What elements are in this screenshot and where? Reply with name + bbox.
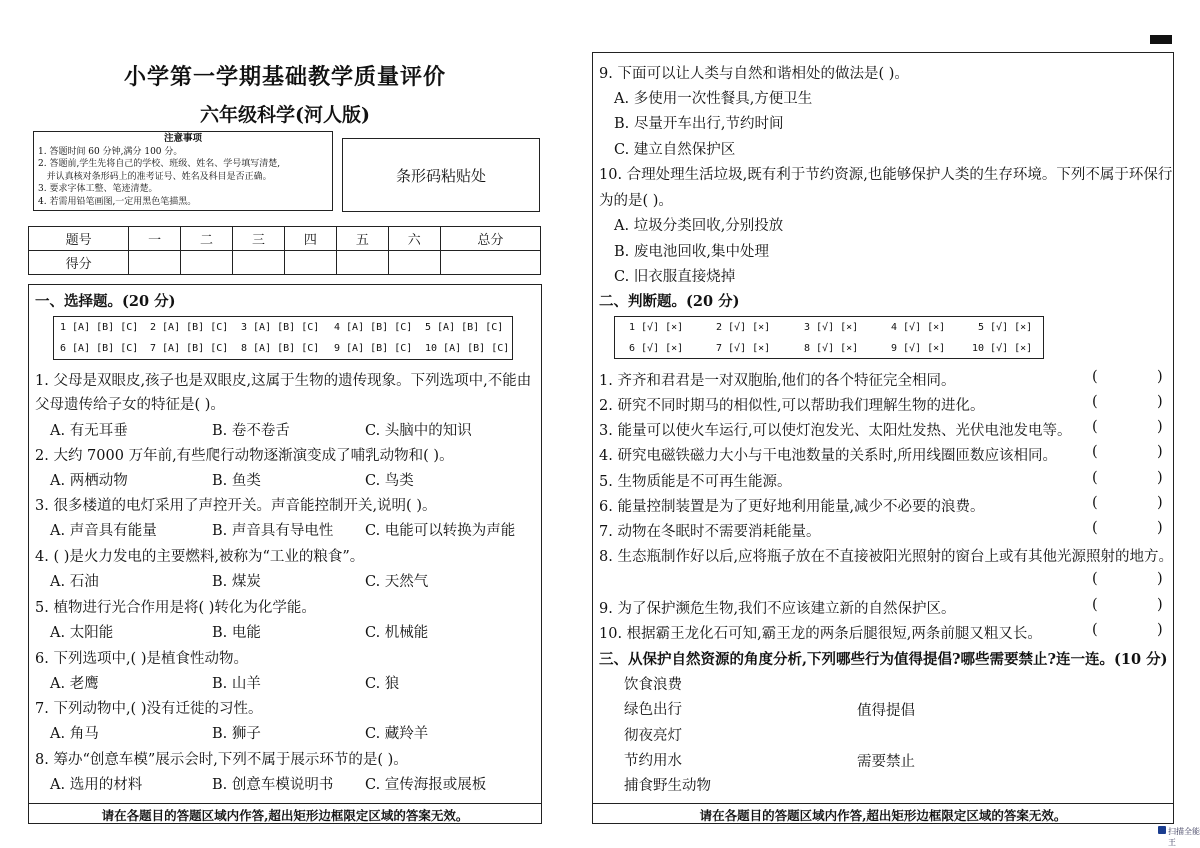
judge-bubble-row[interactable]: 5 [√] [×] [978, 322, 1033, 333]
notice-line: 1. 答题时间 60 分钟,满分 100 分。 [38, 146, 183, 157]
answer-paren-close: ) [1157, 419, 1163, 435]
option-a: A. 两栖动物 [50, 473, 128, 489]
barcode-area [342, 138, 540, 212]
answer-paren-open: ( [1092, 419, 1098, 435]
score-header-cell: 三 [233, 227, 285, 251]
answer-paren-close: ) [1157, 394, 1163, 410]
score-cell[interactable] [336, 251, 388, 275]
option-c: C. 电能可以转换为声能 [365, 523, 516, 539]
judge-bubble-row[interactable]: 7 [√] [×] [716, 343, 771, 354]
score-header-cell: 六 [388, 227, 440, 251]
option-b: B. 山羊 [212, 676, 261, 692]
answer-paren-open: ( [1092, 571, 1098, 587]
question-stem: 父母遗传给子女的特征是( )。 [35, 397, 225, 413]
question-stem: 8. 筹办“创意车模”展示会时,下列不属于展示环节的是( )。 [35, 752, 408, 768]
notice-line: 4. 若需用铅笔画图,一定用黑色笔描黑。 [38, 196, 197, 207]
choice-bubble-row[interactable]: 7 [A] [B] [C] [150, 343, 229, 354]
choice-answer-grid [53, 316, 513, 360]
choice-bubble-row[interactable]: 8 [A] [B] [C] [241, 343, 320, 354]
score-header-row [29, 227, 541, 251]
section3-heading: 三、从保护自然资源的角度分析,下列哪些行为值得提倡?哪些需要禁止?连一连。(10 分) [599, 651, 1168, 668]
judge-item: 2. 研究不同时期马的相似性,可以帮助我们理解生物的进化。 [599, 398, 985, 414]
question-stem: 4. ( )是火力发电的主要燃料,被称为“工业的粮食”。 [35, 549, 365, 565]
notice-box [33, 131, 333, 211]
behavior-item[interactable]: 节约用水 [624, 753, 682, 769]
question-stem: 2. 大约 7000 万年前,有些爬行动物逐渐演变成了哺乳动物和( )。 [35, 448, 454, 464]
right-footer-note: 请在各题目的答题区域内作答,超出矩形边框限定区域的答案无效。 [699, 808, 1067, 823]
option-c: C. 狼 [365, 676, 400, 692]
option-c: C. 旧衣服直接烧掉 [614, 269, 736, 285]
judge-bubble-row[interactable]: 2 [√] [×] [716, 322, 771, 333]
section1-heading: 一、选择题。(20 分) [35, 293, 176, 310]
judge-bubble-row[interactable]: 4 [√] [×] [891, 322, 946, 333]
left-footer-note: 请在各题目的答题区域内作答,超出矩形边框限定区域的答案无效。 [101, 808, 469, 823]
answer-paren-close: ) [1157, 470, 1163, 486]
score-cell[interactable] [440, 251, 540, 275]
scanner-logo-text: 扫描全能王 [1168, 827, 1200, 847]
score-header-cell: 题号 [29, 227, 129, 251]
option-a: A. 垃圾分类回收,分别投放 [614, 218, 784, 234]
behavior-item[interactable]: 彻夜亮灯 [624, 728, 682, 744]
answer-paren-close: ) [1157, 622, 1163, 638]
option-a: A. 有无耳垂 [50, 423, 128, 439]
score-header-cell: 五 [336, 227, 388, 251]
score-cell[interactable] [181, 251, 233, 275]
option-b: B. 鱼类 [212, 473, 261, 489]
behavior-item[interactable]: 绿色出行 [624, 702, 682, 718]
judge-item: 6. 能量控制装置是为了更好地利用能量,减少不必要的浪费。 [599, 499, 985, 515]
notice-heading: 注意事项 [163, 133, 202, 144]
answer-paren-open: ( [1092, 444, 1098, 460]
judge-item: 3. 能量可以使火车运行,可以使灯泡发光、太阳灶发热、光伏电池发电等。 [599, 423, 1072, 439]
question-stem: 9. 下面可以让人类与自然和谐相处的做法是( )。 [599, 66, 909, 82]
question-stem: 10. 合理处理生活垃圾,既有利于节约资源,也能够保护人类的生存环境。下列不属于环保行 [599, 167, 1173, 183]
score-value-row [29, 251, 541, 275]
option-c: C. 宣传海报或展板 [365, 777, 487, 793]
answer-paren-open: ( [1092, 495, 1098, 511]
option-a: A. 角马 [50, 726, 99, 742]
answer-paren-open: ( [1092, 394, 1098, 410]
option-b: B. 废电池回收,集中处理 [614, 244, 769, 260]
answer-paren-close: ) [1157, 597, 1163, 613]
judge-item: 4. 研究电磁铁磁力大小与干电池数量的关系时,所用线圈匝数应该相同。 [599, 448, 1058, 464]
exam-subtitle: 六年级科学(河人版) [200, 104, 370, 126]
question-stem: 为的是( )。 [599, 193, 673, 209]
judge-bubble-row[interactable]: 1 [√] [×] [629, 322, 684, 333]
option-a: A. 声音具有能量 [50, 523, 157, 539]
registration-mark [1150, 35, 1172, 44]
option-a: A. 选用的材料 [50, 777, 143, 793]
option-a: A. 老鹰 [50, 676, 99, 692]
question-stem: 6. 下列选项中,( )是植食性动物。 [35, 651, 248, 667]
score-cell[interactable] [284, 251, 336, 275]
option-a: A. 太阳能 [50, 625, 114, 641]
judge-bubble-row[interactable]: 6 [√] [×] [629, 343, 684, 354]
answer-paren-close: ) [1157, 495, 1163, 511]
notice-line: 2. 答题前,学生先将自己的学校、班级、姓名、学号填写清楚, [38, 159, 281, 169]
scanner-logo-icon [1158, 826, 1166, 834]
score-header-cell: 四 [284, 227, 336, 251]
choice-bubble-row[interactable]: 6 [A] [B] [C] [60, 343, 139, 354]
score-cell[interactable] [233, 251, 285, 275]
answer-paren-close: ) [1157, 444, 1163, 460]
behavior-item[interactable]: 饮食浪费 [624, 677, 682, 693]
score-row-label: 得分 [29, 251, 129, 275]
score-header-cell: 二 [181, 227, 233, 251]
option-b: B. 尽量开车出行,节约时间 [614, 116, 784, 132]
score-table [28, 226, 541, 275]
score-cell[interactable] [129, 251, 181, 275]
option-b: B. 卷不卷舌 [212, 423, 290, 439]
footer-divider [592, 803, 1174, 804]
notice-line: 并认真核对条形码上的准考证号、姓名及科目是否正确。 [38, 171, 272, 182]
answer-paren-open: ( [1092, 597, 1098, 613]
choice-bubble-row[interactable]: 4 [A] [B] [C] [334, 322, 413, 333]
option-c: C. 天然气 [365, 574, 429, 590]
question-stem: 7. 下列动物中,( )没有迁徙的习性。 [35, 701, 263, 717]
judge-item: 10. 根据霸王龙化石可知,霸王龙的两条后腿很短,两条前腿又粗又长。 [599, 626, 1042, 642]
judge-bubble-row[interactable]: 10 [√] [×] [972, 343, 1033, 354]
behavior-item[interactable]: 捕食野生动物 [624, 778, 711, 794]
option-b: B. 创意车模说明书 [212, 777, 334, 793]
judge-item: 1. 齐齐和君君是一对双胞胎,他们的各个特征完全相同。 [599, 373, 956, 389]
question-stem: 3. 很多楼道的电灯采用了声控开关。声音能控制开关,说明( )。 [35, 498, 437, 514]
judge-bubble-row[interactable]: 3 [√] [×] [804, 322, 859, 333]
answer-paren-open: ( [1092, 622, 1098, 638]
option-b: B. 电能 [212, 625, 261, 641]
question-stem: 5. 植物进行光合作用是将( )转化为化学能。 [35, 600, 316, 616]
answer-paren-open: ( [1092, 520, 1098, 536]
score-cell[interactable] [388, 251, 440, 275]
judge-item: 8. 生态瓶制作好以后,应将瓶子放在不直接被阳光照射的窗台上或有其他光源照射的地方。 [599, 549, 1174, 565]
answer-paren-close: ) [1157, 369, 1163, 385]
choice-bubble-row[interactable]: 1 [A] [B] [C] [60, 322, 139, 333]
option-c: C. 机械能 [365, 625, 429, 641]
choice-bubble-row[interactable]: 3 [A] [B] [C] [241, 322, 320, 333]
judge-bubble-row[interactable]: 9 [√] [×] [891, 343, 946, 354]
judge-bubble-row[interactable]: 8 [√] [×] [804, 343, 859, 354]
exam-title: 小学第一学期基础教学质量评价 [123, 64, 446, 90]
option-c: C. 头脑中的知识 [365, 423, 472, 439]
choice-bubble-row[interactable]: 9 [A] [B] [C] [334, 343, 413, 354]
answer-paren-close: ) [1157, 520, 1163, 536]
option-c: C. 鸟类 [365, 473, 414, 489]
option-c: C. 藏羚羊 [365, 726, 429, 742]
category-item[interactable]: 需要禁止 [857, 754, 915, 770]
option-c: C. 建立自然保护区 [614, 142, 736, 158]
answer-paren-open: ( [1092, 470, 1098, 486]
judge-item: 7. 动物在冬眠时不需要消耗能量。 [599, 524, 821, 540]
judge-answer-grid [614, 316, 1044, 359]
option-a: A. 石油 [50, 574, 99, 590]
choice-bubble-row[interactable]: 10 [A] [B] [C] [425, 343, 510, 354]
section2-heading: 二、判断题。(20 分) [599, 293, 740, 310]
score-header-cell: 一 [129, 227, 181, 251]
footer-divider [28, 803, 542, 804]
judge-item: 9. 为了保护濒危生物,我们不应该建立新的自然保护区。 [599, 601, 956, 617]
judge-item: 5. 生物质能是不可再生能源。 [599, 474, 792, 490]
category-item[interactable]: 值得提倡 [857, 703, 915, 719]
option-b: B. 狮子 [212, 726, 261, 742]
question-stem: 1. 父母是双眼皮,孩子也是双眼皮,这属于生物的遗传现象。下列选项中,不能由 [35, 373, 532, 389]
score-header-cell: 总分 [440, 227, 540, 251]
choice-bubble-row[interactable]: 5 [A] [B] [C] [425, 322, 504, 333]
choice-bubble-row[interactable]: 2 [A] [B] [C] [150, 322, 229, 333]
option-b: B. 声音具有导电性 [212, 523, 334, 539]
barcode-label: 条形码粘贴处 [395, 166, 486, 185]
option-b: B. 煤炭 [212, 574, 261, 590]
notice-line: 3. 要求字体工整、笔迹清楚。 [38, 184, 158, 194]
answer-paren-close: ) [1157, 571, 1163, 587]
answer-paren-open: ( [1092, 369, 1098, 385]
option-a: A. 多使用一次性餐具,方便卫生 [614, 91, 813, 107]
